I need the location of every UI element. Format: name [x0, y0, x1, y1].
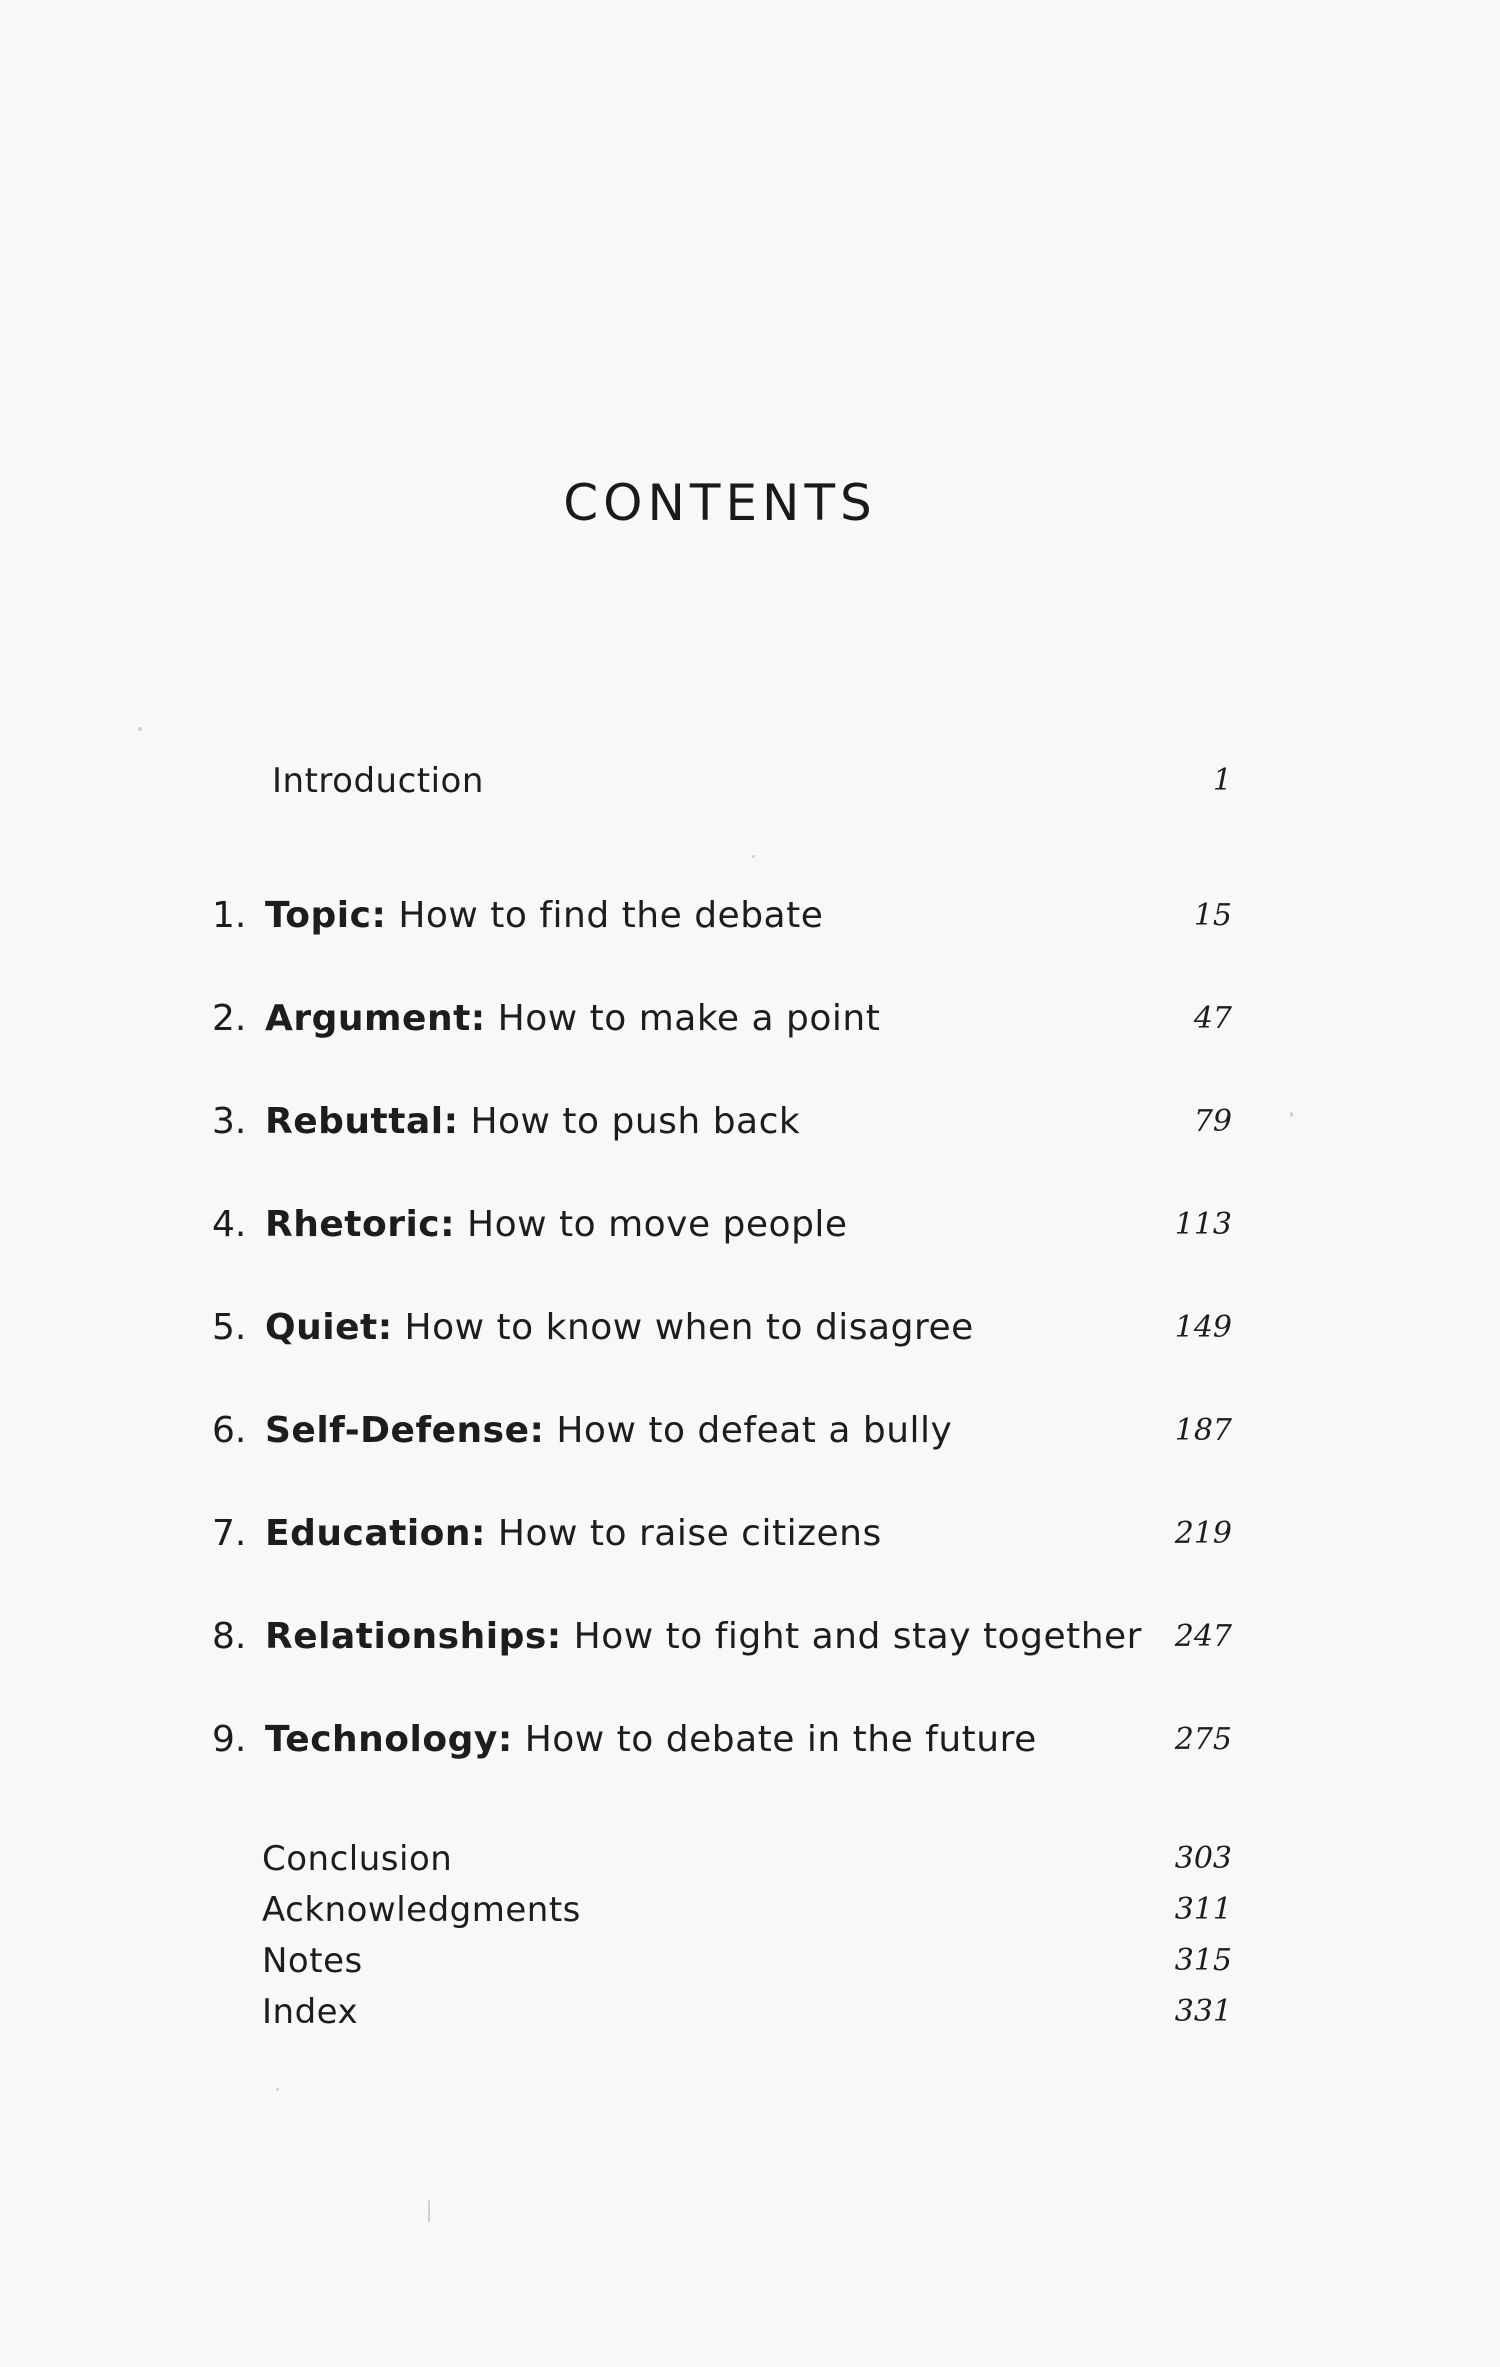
toc-entry-chapter[interactable] [0, 1092, 1500, 1152]
chapter-label: Relationships: [265, 1616, 562, 1657]
chapter-subtitle: How to fight and stay together [573, 1616, 1142, 1657]
toc-entry-chapter[interactable] [0, 1710, 1500, 1770]
toc-entry-chapter[interactable] [0, 1195, 1500, 1255]
chapter-label: Education: [265, 1513, 486, 1554]
chapter-subtitle: How to debate in the future [524, 1719, 1037, 1760]
chapter-subtitle: How to raise citizens [497, 1513, 882, 1554]
scan-speck [1290, 1112, 1293, 1117]
chapter-subtitle: How to move people [467, 1204, 848, 1245]
scan-speck [428, 2200, 430, 2222]
toc-entry-chapter[interactable] [0, 1298, 1500, 1358]
chapter-page-number: 149 [1174, 1310, 1232, 1345]
toc-entry-chapter[interactable] [0, 1401, 1500, 1461]
toc-entry-introduction[interactable] [0, 751, 1500, 811]
chapter-label: Quiet: [265, 1307, 393, 1348]
chapter-page-number: 15 [1193, 898, 1232, 933]
chapter-page-number: 187 [1174, 1413, 1232, 1448]
chapter-number: 9. [212, 1719, 247, 1760]
chapter-number: 8. [212, 1616, 247, 1657]
entry-page-number: 1 [1212, 763, 1232, 798]
chapter-label: Self-Defense: [265, 1410, 545, 1451]
chapter-page-number: 275 [1174, 1722, 1232, 1757]
chapter-number: 5. [212, 1307, 247, 1348]
entry-page-number: 311 [1174, 1892, 1232, 1927]
chapter-subtitle: How to know when to disagree [404, 1307, 974, 1348]
chapter-label: Argument: [265, 998, 486, 1039]
chapter-number: 2. [212, 998, 247, 1039]
entry-label: Introduction [272, 761, 484, 801]
chapter-number: 4. [212, 1204, 247, 1245]
toc-entry-chapter[interactable] [0, 989, 1500, 1049]
entry-page-number: 331 [1174, 1994, 1232, 2029]
toc-entry-chapter[interactable] [0, 886, 1500, 946]
chapter-page-number: 247 [1174, 1619, 1232, 1654]
toc-entry-chapter[interactable] [0, 1607, 1500, 1667]
entry-label: Acknowledgments [262, 1890, 581, 1930]
scan-speck [138, 727, 142, 731]
entry-label: Index [262, 1992, 359, 2032]
chapter-label: Technology: [265, 1719, 513, 1760]
chapter-number: 6. [212, 1410, 247, 1451]
chapter-page-number: 113 [1174, 1207, 1232, 1242]
scan-speck [752, 855, 755, 858]
chapter-subtitle: How to make a point [497, 998, 881, 1039]
toc-entry-chapter[interactable] [0, 1504, 1500, 1564]
chapter-label: Rhetoric: [265, 1204, 456, 1245]
chapter-number: 1. [212, 895, 247, 936]
chapter-page-number: 47 [1193, 1001, 1232, 1036]
entry-page-number: 315 [1174, 1943, 1232, 1978]
entry-label: Conclusion [262, 1839, 453, 1879]
chapter-label: Rebuttal: [265, 1101, 459, 1142]
entry-label: Notes [262, 1941, 363, 1981]
chapter-subtitle: How to defeat a bully [556, 1410, 953, 1451]
chapter-number: 3. [212, 1101, 247, 1142]
toc-entry-index[interactable] [0, 1982, 1500, 2042]
chapter-label: Topic: [265, 895, 387, 936]
chapter-subtitle: How to push back [470, 1101, 801, 1142]
scan-speck [276, 2088, 279, 2091]
chapter-number: 7. [212, 1513, 247, 1554]
page-title: CONTENTS [563, 473, 877, 532]
chapter-subtitle: How to find the debate [398, 895, 824, 936]
entry-page-number: 303 [1174, 1841, 1232, 1876]
chapter-page-number: 219 [1174, 1516, 1232, 1551]
chapter-page-number: 79 [1193, 1104, 1232, 1139]
